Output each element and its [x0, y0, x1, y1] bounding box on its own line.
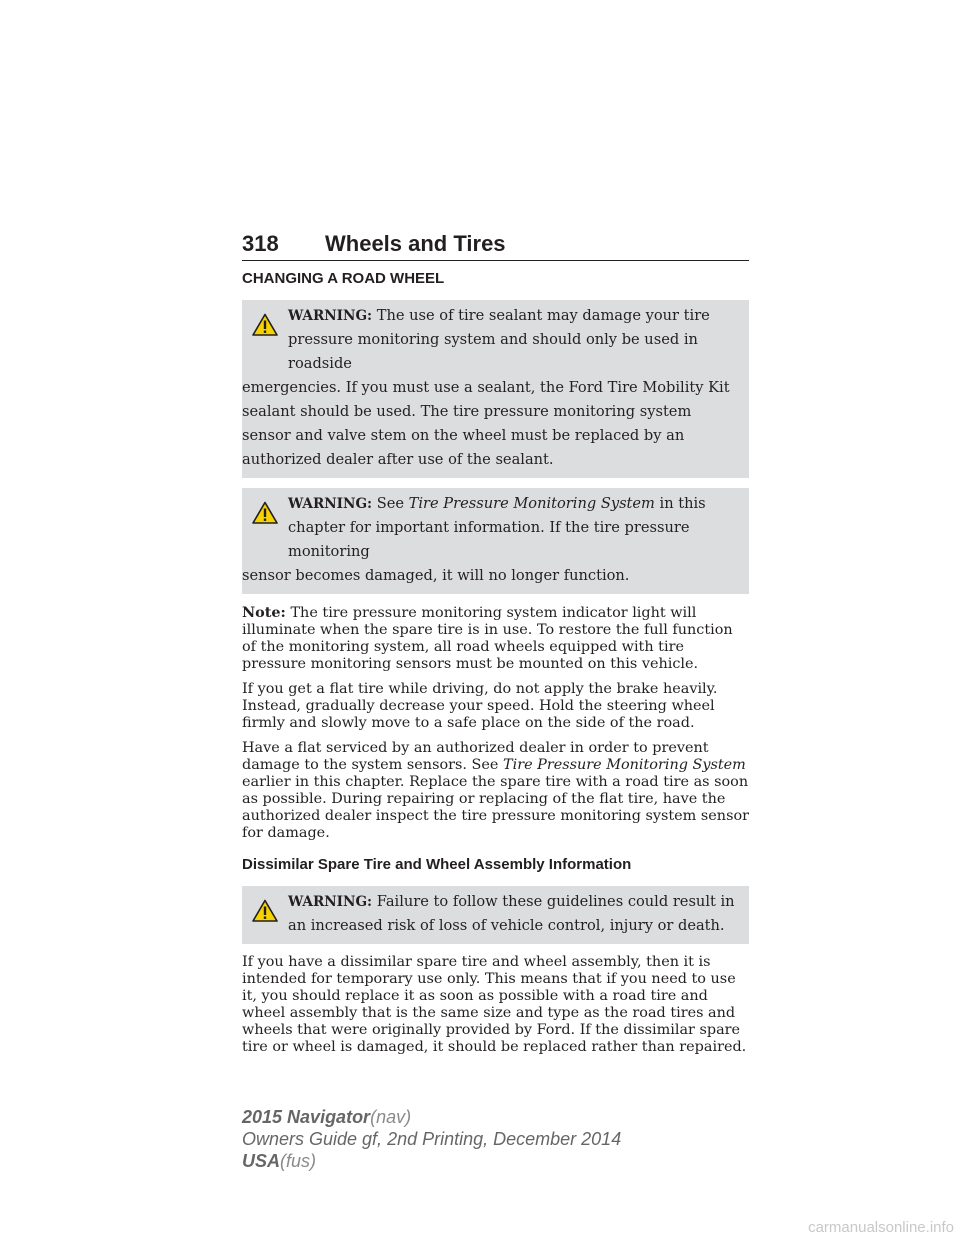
- service-text: Have a flat serviced by an authorized dealer in order to prevent damage to the system sensors. See: [242, 740, 709, 773]
- footer-model: 2015 Navigator: [242, 1107, 371, 1127]
- note-text: The tire pressure monitoring system indicator light will illuminate when the spare tire is in use. To restore the full function of the monitoring system, all road wheels equipped with tire pressure monitoring sensors must be mounted on this vehicle.: [242, 605, 733, 672]
- warning-box-tpms: [242, 488, 749, 594]
- warning-label: WARNING:: [288, 894, 373, 910]
- footer-model-code: (nav): [370, 1107, 412, 1127]
- chapter-title: Wheels and Tires: [325, 231, 506, 256]
- page-header: [242, 228, 749, 261]
- warning-text: See: [376, 495, 409, 512]
- warning-label: WARNING:: [288, 496, 373, 512]
- warning-box-sealant: [242, 300, 749, 478]
- warning-triangle-icon: [242, 492, 288, 532]
- page-number: 318: [242, 231, 279, 256]
- cross-reference: Tire Pressure Monitoring System: [408, 495, 655, 512]
- warning-triangle-icon: [242, 890, 288, 930]
- watermark: carmanualsonline.info: [808, 1219, 954, 1236]
- warning-text: The use of tire sealant may damage your tire pressure monitoring system and should only be used in roadside: [288, 307, 710, 372]
- footer-line-2: Owners Guide gf, 2nd Printing, December 2014: [242, 1129, 622, 1149]
- footer-line-3: [242, 1150, 621, 1172]
- warning-label: WARNING:: [288, 308, 373, 324]
- service-text: earlier in this chapter. Replace the spare tire with a road tire as soon as possible. During repairing or replacing of the flat tire, have the authorized dealer inspect the tire pressure monitoring system sensor for damage.: [242, 774, 750, 841]
- page-content: [242, 269, 749, 1064]
- footer-region-code: (fus): [280, 1151, 317, 1171]
- warning-box-dissimilar: [242, 886, 749, 944]
- footer-line-1: [242, 1106, 621, 1128]
- warning-triangle-icon: [242, 304, 288, 344]
- warning-text: Failure to follow these guidelines could result in an increased risk of loss of vehicle control, injury or death.: [288, 893, 735, 934]
- dissimilar-paragraph: If you have a dissimilar spare tire and wheel assembly, then it is intended for temporary use only. This means that if you need to use it, you should replace it as soon as possible with a road tire and wheel assembly that is the same size and type as the road tires and wheels that were originally provided by Ford. If the dissimilar spare tire or wheel is damaged, it should be replaced rather than repaired.: [242, 954, 747, 1055]
- flat-tire-paragraph: If you get a flat tire while driving, do not apply the brake heavily. Instead, gradually decrease your speed. Hold the steering wheel firmly and slowly move to a safe place on the side of the road.: [242, 681, 718, 731]
- note-label: Note:: [242, 604, 286, 621]
- warning-text-continued: sensor becomes damaged, it will no longer function.: [242, 567, 630, 584]
- note-paragraph: [242, 604, 749, 673]
- section-title: CHANGING A ROAD WHEEL: [242, 270, 445, 287]
- document-footer: [242, 1106, 621, 1172]
- subsection-title: Dissimilar Spare Tire and Wheel Assembly Information: [242, 856, 632, 873]
- warning-text: in this chapter for important information. If the tire pressure monitoring: [288, 495, 706, 560]
- cross-reference: Tire Pressure Monitoring System: [503, 757, 746, 773]
- warning-text-continued: emergencies. If you must use a sealant, the Ford Tire Mobility Kit sealant should be used. The tire pressure monitoring system sensor and valve stem on the wheel must be replaced by an authorized dealer after use of the sealant.: [242, 379, 730, 468]
- service-paragraph: [242, 740, 749, 842]
- footer-region: USA: [242, 1151, 281, 1171]
